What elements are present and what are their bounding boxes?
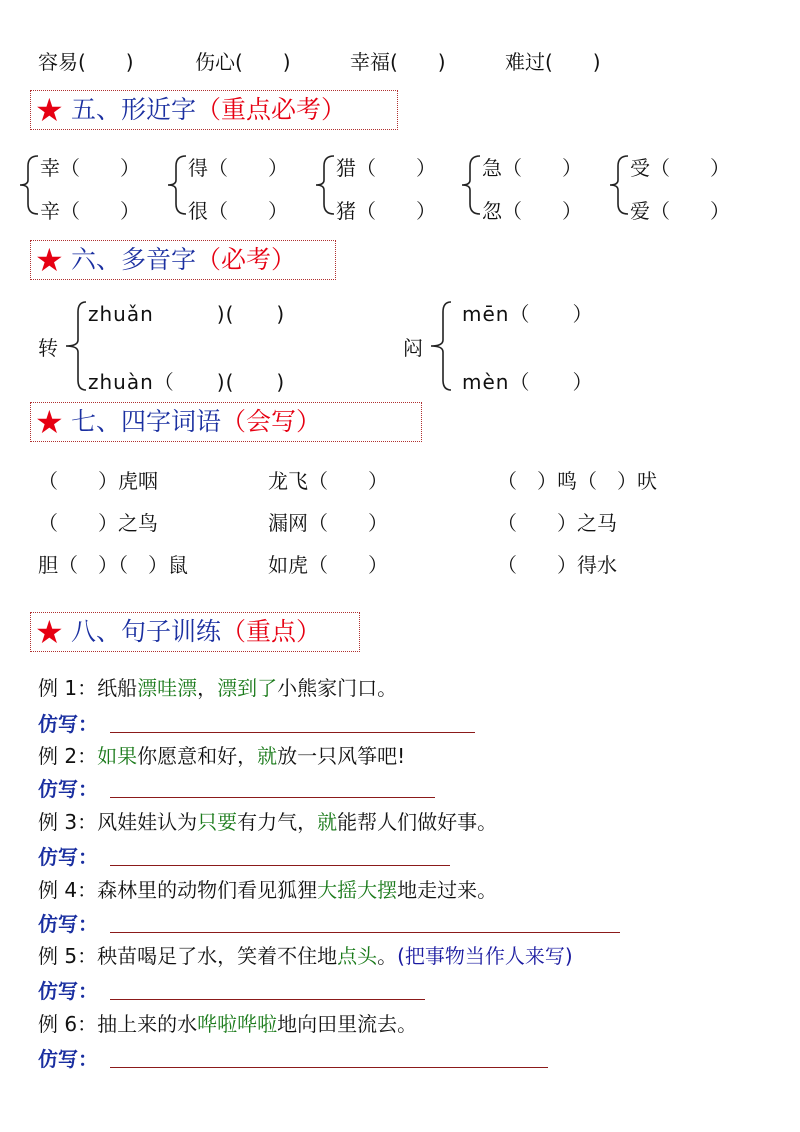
idiom-blank: 漏网（ ） (268, 511, 388, 535)
sentence-text: 森林里的动物们看见狐狸 (97, 878, 318, 902)
sentence-text: 能帮人们做好事。 (337, 810, 498, 834)
answer-line[interactable] (110, 999, 425, 1000)
sentence-text: 抽上来的水 (97, 1012, 198, 1036)
idiom-blank: 龙飞（ ） (268, 469, 388, 493)
char-blank: 猪（ ） (336, 199, 436, 223)
example-label: 例 4： (38, 878, 98, 902)
idiom-blank: （ ）得水 (497, 553, 617, 577)
pinyin-blank: mēn（ ） (462, 302, 594, 326)
brace-icon (456, 152, 484, 218)
fangxie-label: 仿写： (38, 979, 98, 1003)
fangxie-label: 仿写： (38, 845, 98, 869)
idiom-blank: （ ）之马 (497, 511, 617, 535)
highlight-text: 大摇大摆 (317, 878, 398, 902)
section-5-header (30, 90, 398, 130)
example-parts (97, 744, 405, 768)
star-icon: ★ (35, 613, 64, 651)
example-sentence (38, 940, 573, 969)
sentence-text: 纸船 (97, 676, 138, 700)
sentence-text: 地向田里流去。 (277, 1012, 418, 1036)
brace-icon (604, 152, 632, 218)
sentence-text: 。 (377, 944, 398, 968)
pinyin-blank: mèn（ ） (462, 370, 594, 394)
section-title: 七、四字词语（会写） (71, 407, 322, 436)
answer-line[interactable] (110, 797, 435, 798)
note-text: (把事物当作人来写) (397, 944, 573, 968)
answer-line[interactable] (110, 865, 450, 866)
sentence-text: 秧苗喝足了水，笑着不住地 (97, 944, 338, 968)
example-parts (97, 944, 573, 968)
sentence-text: 地走过来。 (397, 878, 498, 902)
example-parts (97, 676, 397, 700)
example-sentence (38, 874, 497, 903)
highlight-text: 点头 (337, 944, 378, 968)
char-blank: 很（ ） (188, 199, 288, 223)
char-blank: 幸（ ） (40, 156, 140, 180)
idiom-blank: （ ）虎咽 (38, 469, 158, 493)
brace-icon (14, 152, 42, 218)
char-blank: 爱（ ） (630, 199, 730, 223)
example-label: 例 5： (38, 944, 98, 968)
highlight-text: 就 (317, 810, 338, 834)
idiom-blank: 胆（ ）（ ）鼠 (38, 553, 188, 577)
example-parts (97, 810, 497, 834)
brace-icon (310, 152, 338, 218)
star-icon: ★ (35, 91, 64, 129)
sentence-text: 有力气， (237, 810, 318, 834)
idiom-blank: 如虎（ ） (268, 553, 388, 577)
sentence-text: 风娃娃认为 (97, 810, 198, 834)
char-blank: 受（ ） (630, 156, 730, 180)
highlight-text: 只要 (197, 810, 238, 834)
answer-line[interactable] (110, 1067, 548, 1068)
section-title: 六、多音字（必考） (71, 245, 297, 274)
char-blank: 猎（ ） (336, 156, 436, 180)
brace-icon (60, 298, 90, 394)
char-blank: 辛（ ） (40, 199, 140, 223)
example-label: 例 1： (38, 676, 98, 700)
answer-line[interactable] (110, 932, 620, 933)
section-7-header (30, 402, 422, 442)
highlight-text: 如果 (97, 744, 138, 768)
example-parts (97, 1012, 417, 1036)
highlight-text: 就 (257, 744, 278, 768)
example-sentence (38, 740, 405, 769)
brace-icon (162, 152, 190, 218)
char-blank: 忽（ ） (482, 199, 582, 223)
example-sentence (38, 806, 497, 835)
char-blank: 得（ ） (188, 156, 288, 180)
fangxie-label: 仿写： (38, 777, 98, 801)
char-blank: 急（ ） (482, 156, 582, 180)
highlight-text: 哗啦哗啦 (197, 1012, 278, 1036)
word-blank: 伤心( ) (195, 50, 291, 74)
example-parts (97, 878, 497, 902)
section-title: 八、句子训练（重点） (71, 617, 322, 646)
section-8-header (30, 612, 360, 652)
sentence-text: 小熊家门口。 (277, 676, 398, 700)
word-blank: 容易( ) (38, 50, 134, 74)
fangxie-label: 仿写： (38, 1047, 98, 1071)
example-label: 例 6： (38, 1012, 98, 1036)
idiom-blank: （ ）之鸟 (38, 511, 158, 535)
pinyin-blank: zhuàn（ )( ) (88, 370, 286, 394)
sentence-text: 你愿意和好， (137, 744, 258, 768)
brace-icon (425, 298, 455, 394)
example-sentence (38, 672, 397, 701)
idiom-blank: （ ）鸣（ ）吠 (497, 469, 657, 493)
word-blank: 幸福( ) (350, 50, 446, 74)
fangxie-label: 仿写： (38, 712, 98, 736)
word-blank: 难过( ) (505, 50, 601, 74)
star-icon: ★ (35, 403, 64, 441)
polyphone-char: 闷 (403, 336, 423, 360)
pinyin-blank: zhuǎn )( ) (88, 302, 286, 326)
example-label: 例 2： (38, 744, 98, 768)
example-label: 例 3： (38, 810, 98, 834)
section-6-header (30, 240, 336, 280)
sentence-text: ， (197, 676, 218, 700)
sentence-text: 放一只风筝吧! (277, 744, 406, 768)
polyphone-char: 转 (38, 336, 58, 360)
answer-line[interactable] (110, 732, 475, 733)
highlight-text: 漂哇漂 (137, 676, 198, 700)
example-sentence (38, 1008, 417, 1037)
star-icon: ★ (35, 241, 64, 279)
highlight-text: 漂到了 (217, 676, 278, 700)
fangxie-label: 仿写： (38, 912, 98, 936)
section-title: 五、形近字（重点必考） (71, 95, 347, 124)
